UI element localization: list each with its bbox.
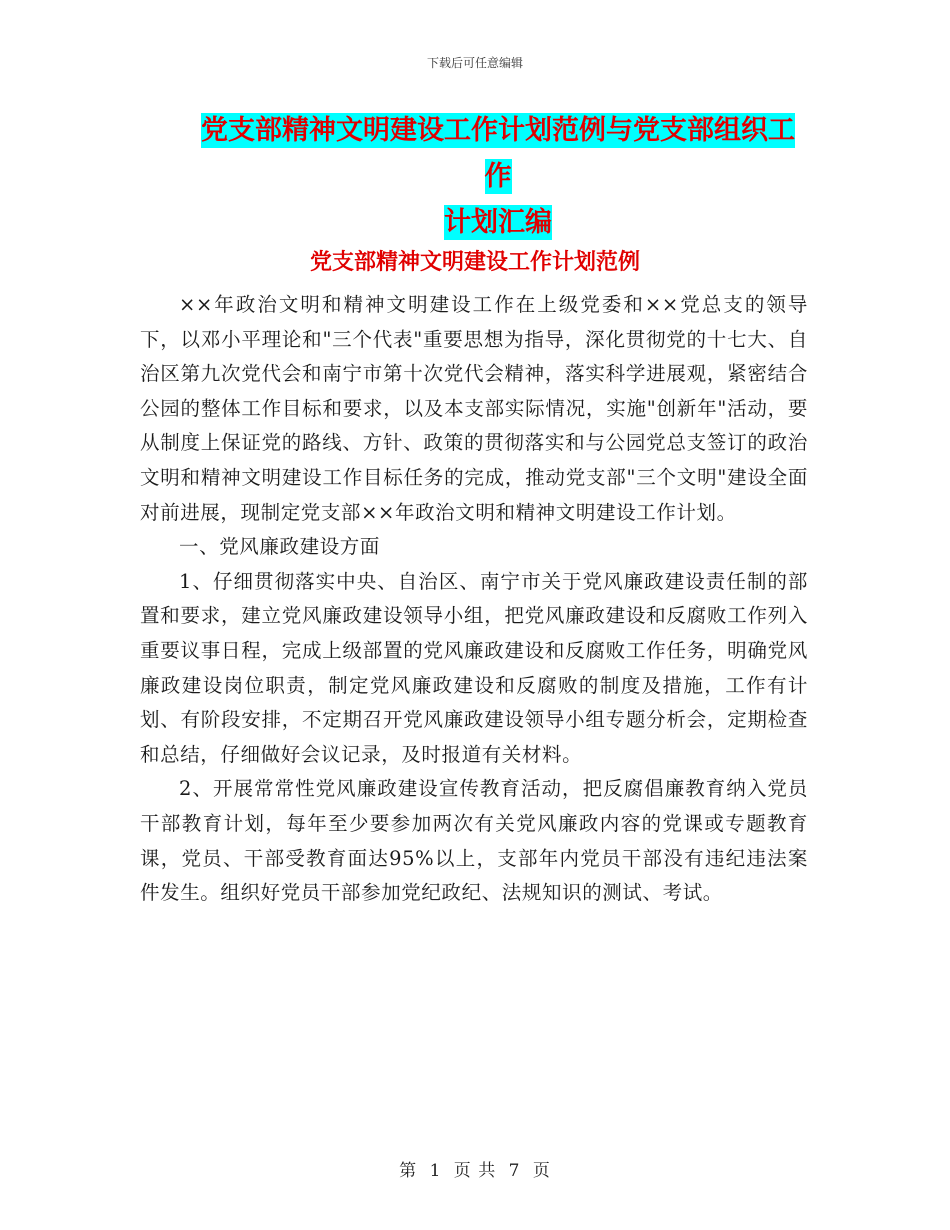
paragraph-heading-1: 一、党风廉政建设方面: [179, 535, 381, 559]
page-number-current: 1: [429, 1161, 442, 1181]
page-suffix: 页: [532, 1161, 551, 1181]
paragraph-intro: ××年政治文明和精神文明建设工作在上级党委和××党总支的领导下，以邓小平理论和"三个代表"重要思想为指导，深化贯彻党的十七大、自治区第九次党代会和南宁市第十次党代会精神，落实科学进展观，紧密结合公园的整体工作目标和要求，以及本支部实际情况，实施"创新年"活动，要从制度上保证党的路线、方针、政策的贯彻落实和与公园党总支签订的政治文明和精神文明建设工作目标任务的完成，推动党支部"三个文明"建设全面对前进展，现制定党支部××年政治文明和精神文明建设工作计划。: [140, 293, 808, 524]
section-title: 党支部精神文明建设工作计划范例: [309, 250, 640, 275]
page-prefix: 第: [399, 1161, 418, 1181]
document-body: [140, 288, 808, 911]
page-mid: 页 共: [453, 1161, 497, 1181]
paragraph-item-2: 2、开展常常性党风廉政建设宣传教育活动，把反腐倡廉教育纳入党员干部教育计划，每年至少要参加两次有关党风廉政内容的党课或专题教育课，党员、干部受教育面达95%以上，支部年内党员干部没有违纪违法案件发生。组织好党员干部参加党纪政纪、法规知识的测试、考试。: [140, 777, 808, 905]
header-note: 下载后可任意编辑: [426, 56, 523, 70]
document-title: [188, 108, 808, 246]
paragraph-item-1: 1、仔细贯彻落实中央、自治区、南宁市关于党风廉政建设责任制的部置和要求，建立党风廉政建设领导小组，把党风廉政建设和反腐败工作列入重要议事日程，完成上级部置的党风廉政建设和反腐败工作任务，明确党风廉政建设岗位职责，制定党风廉政建设和反腐败的制度及措施，工作有计划、有阶段安排，不定期召开党风廉政建设领导小组专题分析会，定期检查和总结，仔细做好会议记录，及时报道有关材料。: [140, 569, 808, 766]
page-footer: [0, 1156, 950, 1181]
document-title-line-2: 计划汇编: [444, 207, 552, 238]
page-number-total: 7: [508, 1161, 521, 1181]
document-title-line-1: 党支部精神文明建设工作计划范例与党支部组织工作: [201, 115, 795, 192]
